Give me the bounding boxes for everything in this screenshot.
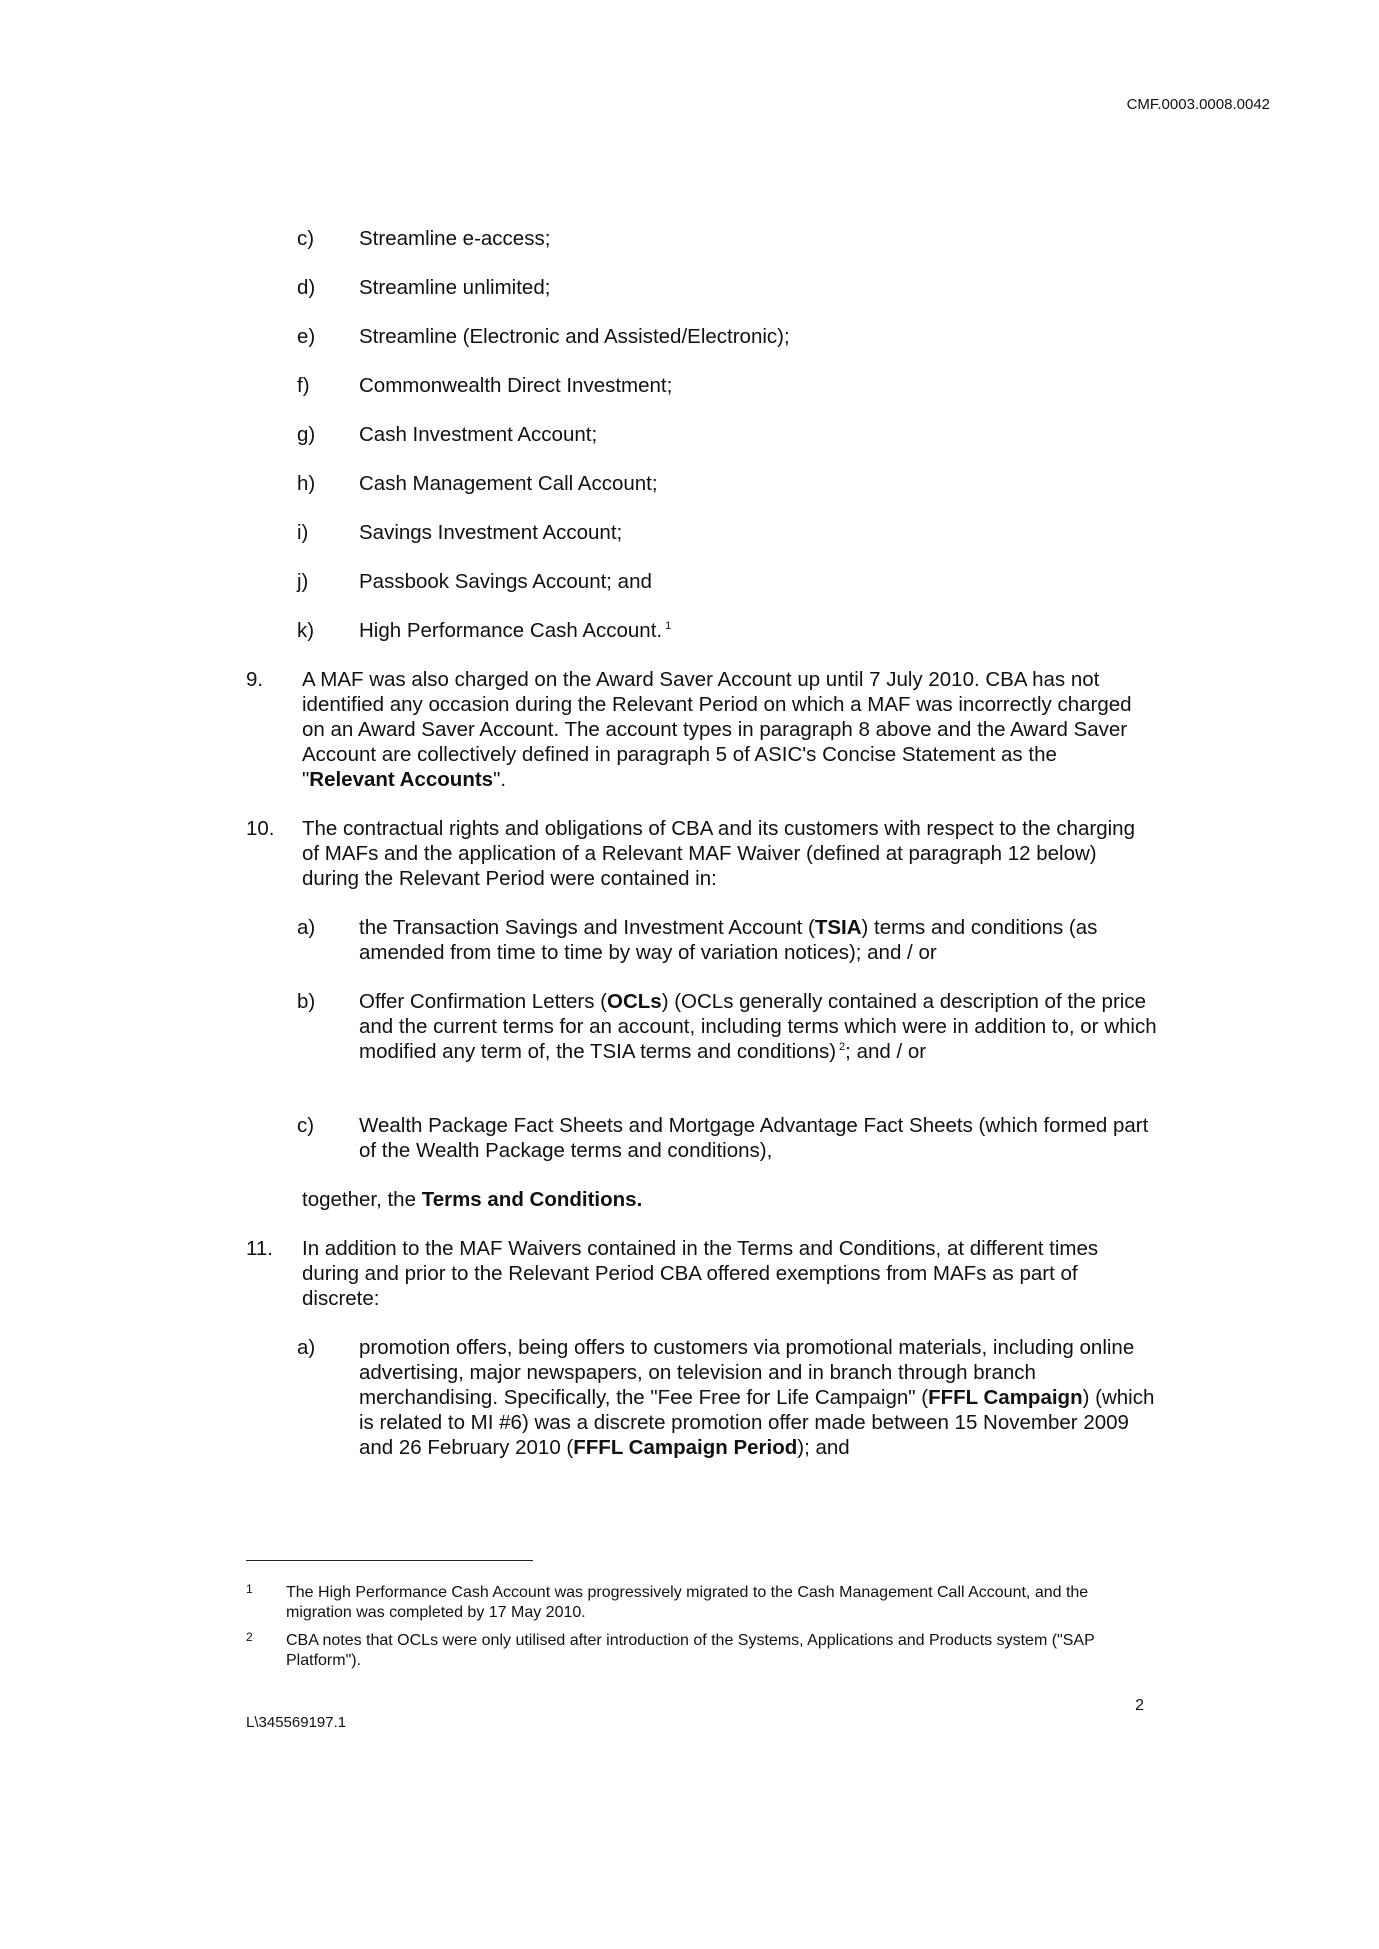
- list-item-label: f): [297, 374, 310, 397]
- list-item-text: Offer Confirmation Letters (OCLs) (OCLs generally contained a description of the price and the current terms for an account, including terms which were in addition to, or which modified any term of, the TSIA terms and conditions) $^2$; and / or: [359, 990, 1157, 1063]
- list-item-label: b): [297, 990, 316, 1013]
- list-item-label: a): [297, 1336, 316, 1359]
- page-number: 2: [1135, 1697, 1144, 1714]
- defined-term: TSIA: [814, 916, 862, 939]
- list-item-text: promotion offers, being offers to customers via promotional materials, including online advertising, major newspapers, on television and in branch through branch merchandising. Specifically, the "Fee Free for Life Campaign" (FFFL Campaign) (which is related to MI #6) was a discrete promotion offer made between 15 November 2009 and 26 February 2010 (FFFL Campaign Period); and: [359, 1336, 1155, 1459]
- footnote-ref: 2: [839, 1041, 846, 1054]
- paragraph-number: 10.: [246, 817, 275, 840]
- list-item-label: g): [297, 423, 316, 446]
- paragraph-text: The contractual rights and obligations of CBA and its customers with respect to the charging of MAFs and the application of a Relevant MAF Waiver (defined at paragraph 12 below) during the Relevant Period were contained in:: [302, 817, 1135, 890]
- document-reference: CMF.0003.0008.0042: [1126, 96, 1270, 113]
- footnote-number: 2: [246, 1630, 253, 1644]
- defined-term: Relevant Accounts: [309, 768, 494, 791]
- footnote-ref: 1: [665, 620, 672, 633]
- list-item-text: Cash Investment Account;: [359, 423, 598, 446]
- list-item-label: j): [297, 570, 309, 593]
- list-item-text: Commonwealth Direct Investment;: [359, 374, 673, 397]
- footnote-text: The High Performance Cash Account was progressively migrated to the Cash Management Call Account, and the migration was completed by 17 May 2010.: [286, 1584, 1089, 1621]
- list-item-text: Streamline (Electronic and Assisted/Electronic);: [359, 325, 790, 348]
- list-item-text: High Performance Cash Account. $^1$: [359, 619, 672, 642]
- defined-term: OCLs: [607, 990, 662, 1013]
- paragraph-number: 9.: [246, 668, 264, 691]
- list-item-label: h): [297, 472, 316, 495]
- footnote-separator: [246, 1560, 533, 1561]
- defined-term: FFFL Campaign Period: [573, 1436, 798, 1459]
- list-item-label: c): [297, 227, 315, 250]
- list-item-label: i): [297, 521, 309, 544]
- defined-term: Terms and Conditions.: [421, 1188, 643, 1211]
- document-id: L\345569197.1: [246, 1714, 347, 1731]
- footnote-number: 1: [246, 1582, 253, 1596]
- list-item-text: Savings Investment Account;: [359, 521, 623, 544]
- list-item-text: Cash Management Call Account;: [359, 472, 658, 495]
- list-item-label: e): [297, 325, 316, 348]
- paragraph-text: A MAF was also charged on the Award Saver Account up until 7 July 2010. CBA has not identified any occasion during the Relevant Period on which a MAF was incorrectly charged on an Award Saver Account. The account types in paragraph 8 above and the Award Saver Account are collectively defined in paragraph 5 of ASIC's Concise Statement as the "Relevant Accounts".: [302, 668, 1132, 791]
- list-item-text: Streamline unlimited;: [359, 276, 551, 299]
- paragraph-text: In addition to the MAF Waivers contained in the Terms and Conditions, at different times during and prior to the Relevant Period CBA offered exemptions from MAFs as part of discrete:: [302, 1237, 1099, 1310]
- footnote-text: CBA notes that OCLs were only utilised after introduction of the Systems, Applications and Products system ("SAP Platform").: [286, 1632, 1095, 1669]
- list-item-label: k): [297, 619, 315, 642]
- list-item-label: c): [297, 1114, 315, 1137]
- list-item-label: a): [297, 916, 316, 939]
- list-item-text: the Transaction Savings and Investment Account (TSIA) terms and conditions (as amended from time to time by way of variation notices); and / or: [359, 916, 1098, 964]
- list-item-text: Wealth Package Fact Sheets and Mortgage Advantage Fact Sheets (which formed part of the Wealth Package terms and conditions),: [359, 1114, 1149, 1162]
- list-item-text: Streamline e-access;: [359, 227, 551, 250]
- together-line: together, the Terms and Conditions.: [302, 1188, 643, 1211]
- list-item-text: Passbook Savings Account; and: [359, 570, 652, 593]
- defined-term: FFFL Campaign: [928, 1386, 1083, 1409]
- paragraph-number: 11.: [246, 1237, 273, 1260]
- list-item-label: d): [297, 276, 316, 299]
